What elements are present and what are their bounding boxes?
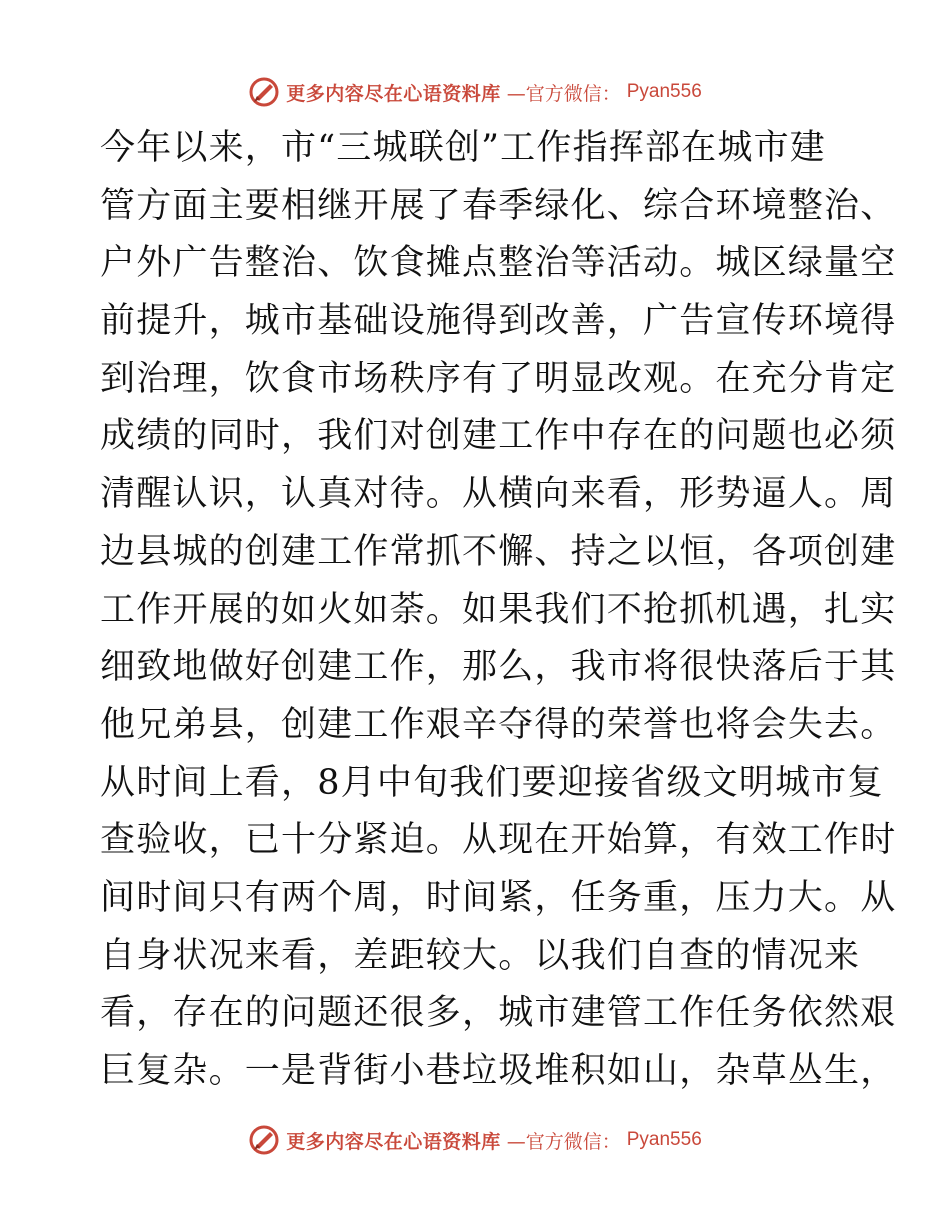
text-line: 细致地做好创建工作，那么，我市将很快落后于其: [100, 647, 897, 688]
header-watermark: [0, 72, 950, 112]
watermark-separator: —官方微信：: [506, 82, 621, 105]
text-line: 查验收，已十分紧迫。从现在开始算，有效工作时: [100, 820, 897, 861]
text-line: 清醒认识，认真对待。从横向来看，形势逼人。周: [100, 474, 897, 515]
watermark-text: 更多内容尽在心语资料库: [286, 82, 501, 105]
watermark-text: 更多内容尽在心语资料库: [286, 1130, 501, 1153]
text-line: 户外广告整治、饮食摊点整治等活动。城区绿量空: [100, 243, 897, 284]
text-line: 看，存在的问题还很多，城市建管工作任务依然艰: [100, 993, 897, 1034]
text-line: 他兄弟县，创建工作艰辛夺得的荣誉也将会失去。: [100, 704, 897, 745]
text-line: 管方面主要相继开展了春季绿化、综合环境整治、: [100, 185, 897, 226]
document-body: [100, 120, 897, 1101]
text-line: 前提升，城市基础设施得到改善，广告宣传环境得: [100, 301, 897, 342]
text-line: 今年以来，市“三城联创”工作指挥部在城市建: [100, 128, 826, 168]
text-line: 间时间只有两个周，时间紧，任务重，压力大。从: [100, 877, 897, 918]
watermark-wechat-id: Pyan556: [626, 1129, 702, 1150]
text-line: 巨复杂。一是背街小巷垃圾堆积如山，杂草丛生，: [100, 1051, 897, 1091]
watermark-logo-icon: [248, 1124, 280, 1156]
text-line: 从时间上看，8月中旬我们要迎接省级文明城市复: [100, 762, 884, 803]
watermark-logo-icon: [248, 76, 280, 108]
footer-watermark: [0, 1120, 950, 1160]
text-line: 边县城的创建工作常抓不懈、持之以恒，各项创建: [100, 531, 897, 572]
watermark-separator: —官方微信：: [506, 1130, 621, 1153]
text-line: 工作开展的如火如荼。如果我们不抢抓机遇，扎实: [100, 589, 897, 630]
text-line: 自身状况来看，差距较大。以我们自查的情况来: [100, 935, 861, 976]
watermark-wechat-id: Pyan556: [626, 81, 702, 102]
text-line: 到治理，饮食市场秩序有了明显改观。在充分肯定: [100, 358, 897, 399]
text-line: 成绩的同时，我们对创建工作中存在的问题也必须: [100, 416, 897, 457]
